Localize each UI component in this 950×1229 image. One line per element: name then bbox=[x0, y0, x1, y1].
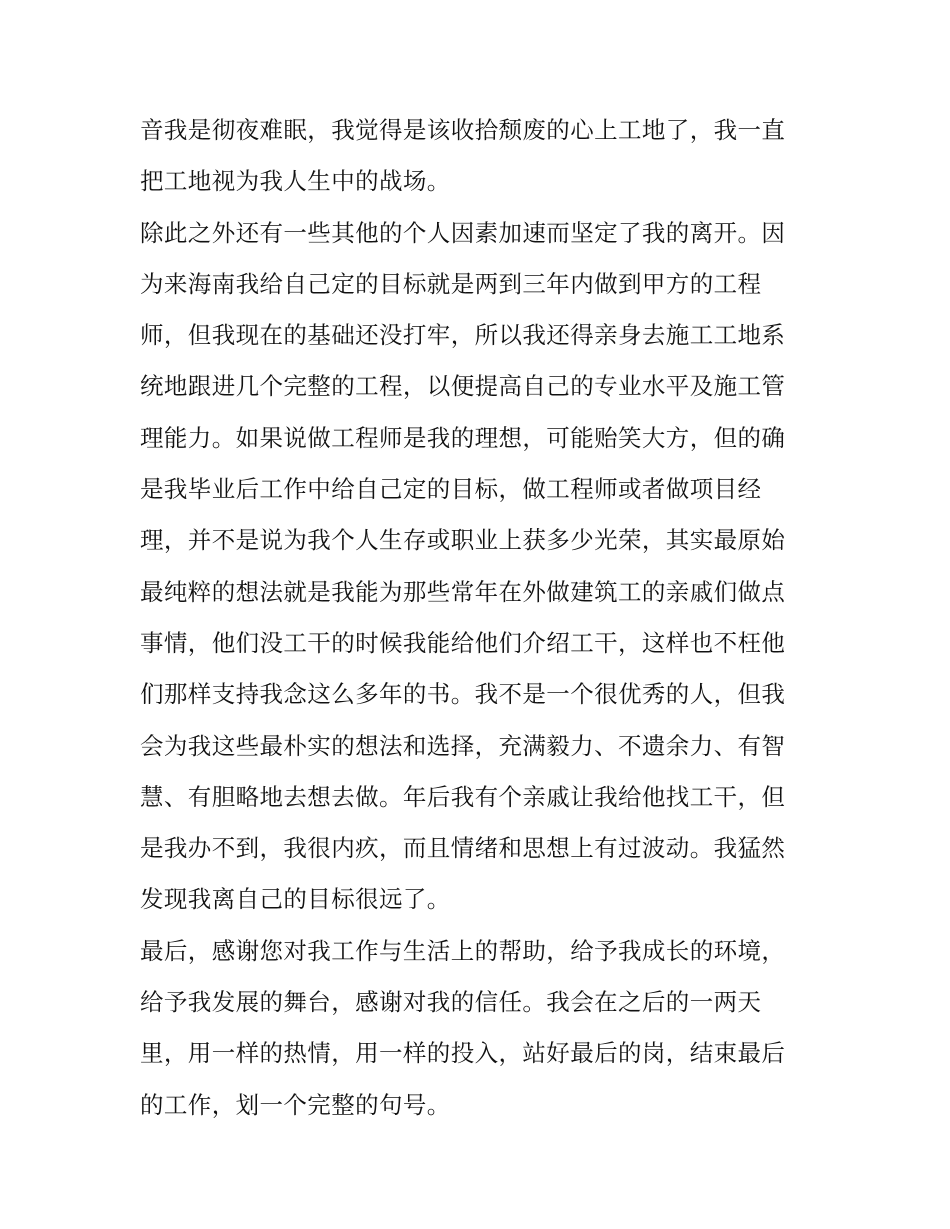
text-line: 师，但我现在的基础还没打牢，所以我还得亲身去施工工地系 bbox=[140, 321, 786, 350]
text-line: 是我办不到，我很内疚，而且情绪和思想上有过波动。我猛然 bbox=[140, 834, 786, 863]
text-line: 慧、有胆略地去想去做。年后我有个亲戚让我给他找工干，但 bbox=[140, 782, 786, 811]
text-line: 里，用一样的热情，用一样的投入，站好最后的岗，结束最后 bbox=[140, 1039, 786, 1068]
text-line: 音我是彻夜难眠，我觉得是该收拾颓废的心上工地了，我一直 bbox=[140, 116, 786, 144]
text-line: 发现我离自己的目标很远了。 bbox=[140, 885, 451, 914]
text-line: 理，并不是说为我个人生存或职业上获多少光荣，其实最原始 bbox=[140, 526, 786, 555]
text-line: 最纯粹的想法就是我能为那些常年在外做建筑工的亲戚们做点 bbox=[140, 577, 786, 606]
text-line: 会为我这些最朴实的想法和选择，充满毅力、不遗余力、有智 bbox=[140, 731, 786, 760]
text-line: 事情，他们没工干的时候我能给他们介绍工干，这样也不枉他 bbox=[140, 628, 786, 657]
text-line: 们那样支持我念这么多年的书。我不是一个很优秀的人，但我 bbox=[140, 680, 786, 709]
text-line: 除此之外还有一些其他的个人因素加速而坚定了我的离开。因 bbox=[140, 218, 786, 247]
text-line: 是我毕业后工作中给自己定的目标，做工程师或者做项目经 bbox=[140, 475, 762, 504]
text-line: 的工作，划一个完整的句号。 bbox=[140, 1090, 451, 1119]
text-line: 把工地视为我人生中的战场。 bbox=[140, 167, 451, 196]
text-line: 给予我发展的舞台，感谢对我的信任。我会在之后的一两天 bbox=[140, 988, 762, 1017]
text-line: 统地跟进几个完整的工程，以便提高自己的专业水平及施工管 bbox=[140, 372, 786, 401]
text-line: 理能力。如果说做工程师是我的理想，可能贻笑大方，但的确 bbox=[140, 423, 786, 452]
text-line: 最后，感谢您对我工作与生活上的帮助，给予我成长的环境， bbox=[140, 936, 786, 965]
text-line: 为来海南我给自己定的目标就是两到三年内做到甲方的工程 bbox=[140, 269, 762, 298]
document-body bbox=[140, 105, 815, 1131]
